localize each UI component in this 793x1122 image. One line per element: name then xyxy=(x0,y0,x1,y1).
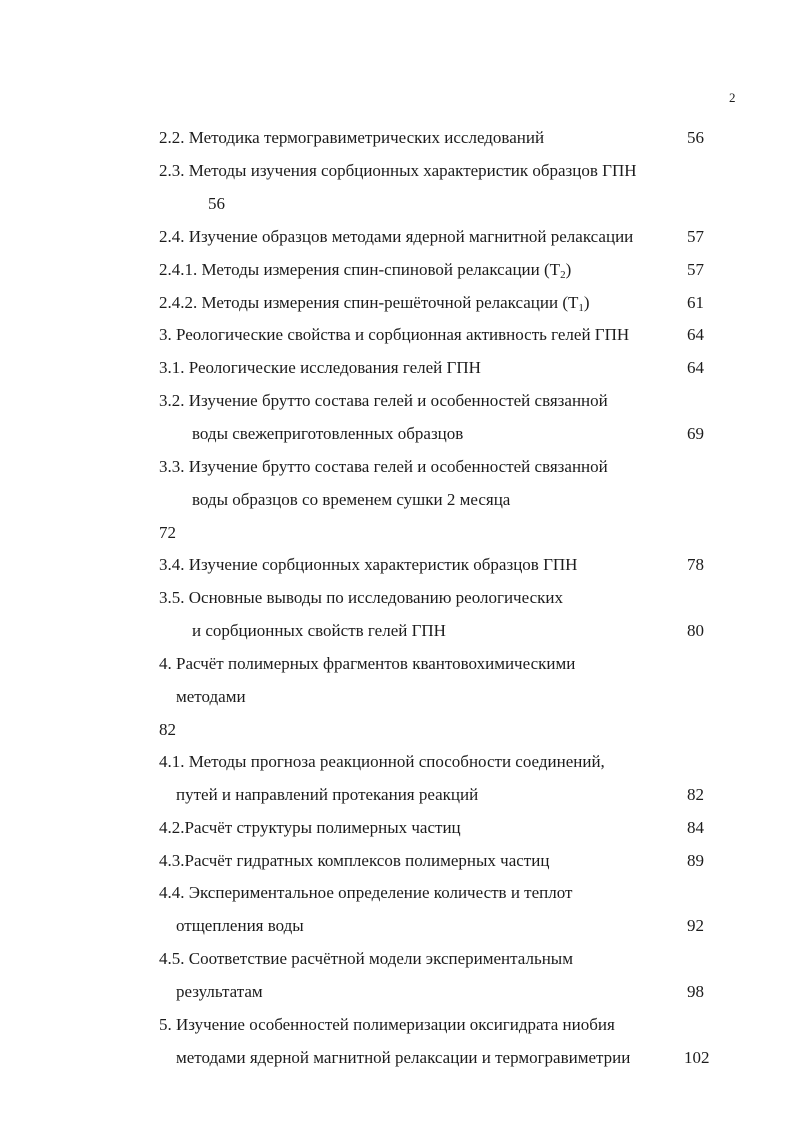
toc-entry-3-5-title-line1: 3.5. Основные выводы по исследованию реологических xyxy=(159,588,563,607)
toc-entry-2-4-2-subscript: 1 xyxy=(578,302,584,314)
toc-entry-2-4-2-page: 61 xyxy=(687,293,704,312)
toc-entry-4-5-page: 98 xyxy=(687,982,704,1001)
toc-entry-4-1-title-line1: 4.1. Методы прогноза реакционной способности соединений, xyxy=(159,752,605,771)
toc-entry-2-4-2-text: 2.4.2. Методы измерения спин-решёточной релаксации (T xyxy=(159,293,579,312)
toc-entry-2-2-page: 56 xyxy=(687,128,704,147)
toc-entry-2-2-title: 2.2. Методика термогравиметрических исследований xyxy=(159,128,545,147)
toc-entry-3-4-page: 78 xyxy=(687,555,704,574)
toc-entry-2-4-2-text-end: ) xyxy=(583,293,590,312)
toc-entry-5-title-line2: методами ядерной магнитной релаксации и термогравиметрии xyxy=(176,1048,631,1067)
toc-entry-4-title-line1: 4. Расчёт полимерных фрагментов квантовохимическими xyxy=(159,654,576,673)
toc-entry-3-3-page: 72 xyxy=(159,523,176,542)
toc-entry-4-4-page: 92 xyxy=(687,916,704,935)
toc-entry-3-4-title: 3.4. Изучение сорбционных характеристик образцов ГПН xyxy=(159,555,578,574)
toc-entry-2-3-page: 56 xyxy=(208,194,225,213)
toc-entry-3-2-title-line2: воды свежеприготовленных образцов xyxy=(192,424,464,443)
toc-entry-4-5-title-line1: 4.5. Соответствие расчётной модели экспериментальным xyxy=(159,949,573,968)
toc-entry-3-5-page: 80 xyxy=(687,621,704,640)
toc-entry-4-1-page: 82 xyxy=(687,785,704,804)
toc-entry-4-page: 82 xyxy=(159,720,176,739)
toc-entry-3-5-title-line2: и сорбционных свойств гелей ГПН xyxy=(192,621,446,640)
toc-entry-4-4-title-line1: 4.4. Экспериментальное определение количеств и теплот xyxy=(159,883,573,902)
toc-entry-3-2-title-line1: 3.2. Изучение брутто состава гелей и особенностей связанной xyxy=(159,391,608,410)
toc-entry-4-3-page: 89 xyxy=(687,851,704,870)
toc-entry-2-4-2-title xyxy=(159,293,590,313)
toc-entry-2-4-title: 2.4. Изучение образцов методами ядерной магнитной релаксации xyxy=(159,227,634,246)
toc-entry-3-page: 64 xyxy=(687,325,704,344)
toc-entry-2-3-title: 2.3. Методы изучения сорбционных характеристик образцов ГПН xyxy=(159,161,637,180)
toc-entry-4-5-title-line2: результатам xyxy=(176,982,263,1001)
toc-entry-2-4-1-title xyxy=(159,260,571,280)
toc-entry-3-1-page: 64 xyxy=(687,358,704,377)
toc-entry-2-4-page: 57 xyxy=(687,227,704,246)
toc-entry-3-title: 3. Реологические свойства и сорбционная активность гелей ГПН xyxy=(159,325,630,344)
toc-entry-3-2-page: 69 xyxy=(687,424,704,443)
toc-entry-4-4-title-line2: отщепления воды xyxy=(176,916,304,935)
toc-entry-5-title-line1: 5. Изучение особенностей полимеризации оксигидрата ниобия xyxy=(159,1015,615,1034)
toc-entry-4-2-page: 84 xyxy=(687,818,704,837)
toc-entry-3-3-title-line2: воды образцов со временем сушки 2 месяца xyxy=(192,490,511,509)
toc-entry-4-2-title: 4.2.Расчёт структуры полимерных частиц xyxy=(159,818,461,837)
toc-entry-2-4-1-subscript: 2 xyxy=(560,269,566,281)
toc-entry-2-4-1-text-end: ) xyxy=(565,260,572,279)
page-number: 2 xyxy=(729,90,736,105)
toc-entry-2-4-1-page: 57 xyxy=(687,260,704,279)
toc-entry-2-4-1-text: 2.4.1. Методы измерения спин-спиновой релаксации (T xyxy=(159,260,561,279)
toc-entry-4-1-title-line2: путей и направлений протекания реакций xyxy=(176,785,479,804)
toc-entry-3-3-title-line1: 3.3. Изучение брутто состава гелей и особенностей связанной xyxy=(159,457,608,476)
toc-entry-5-page: 102 xyxy=(684,1048,710,1067)
toc-entry-4-3-title: 4.3.Расчёт гидратных комплексов полимерных частиц xyxy=(159,851,550,870)
toc-entry-3-1-title: 3.1. Реологические исследования гелей ГПН xyxy=(159,358,481,377)
toc-entry-4-title-line2: методами xyxy=(176,687,246,706)
